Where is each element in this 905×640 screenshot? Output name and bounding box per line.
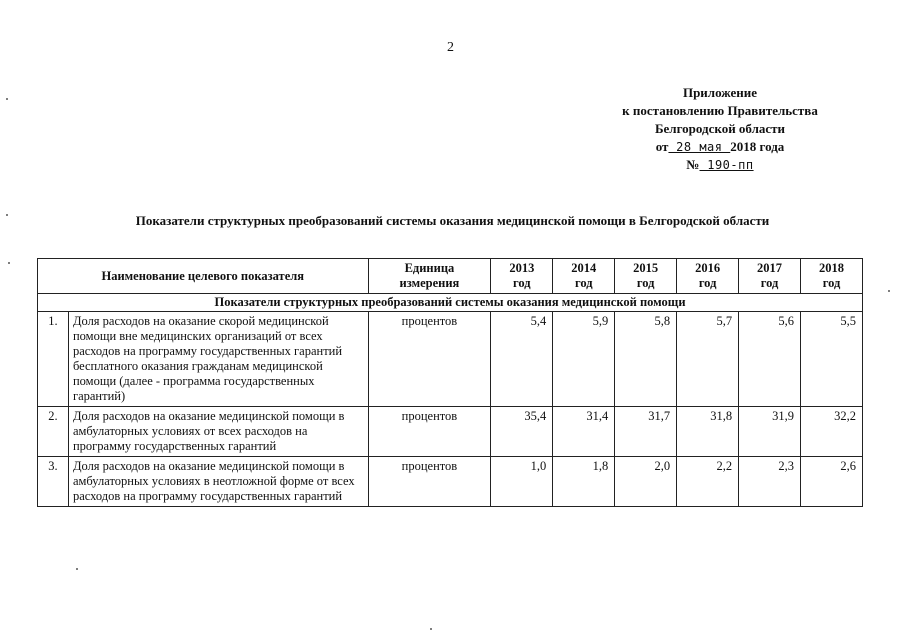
- header-year-value: 2015: [633, 261, 659, 275]
- value-2013: 35,4: [491, 407, 553, 457]
- date-suffix: 2018 года: [730, 139, 785, 154]
- indicator-unit: процентов: [368, 457, 491, 507]
- value-2017: 2,3: [739, 457, 801, 507]
- scan-speck: [430, 628, 432, 630]
- number-handwritten: 190-пп: [699, 158, 754, 172]
- value-2018: 5,5: [800, 312, 862, 407]
- header-year-value: 2013: [509, 261, 535, 275]
- value-2017: 5,6: [739, 312, 801, 407]
- indicator-unit: процентов: [368, 407, 491, 457]
- value-2013: 5,4: [491, 312, 553, 407]
- header-indicator-name: Наименование целевого показателя: [38, 259, 369, 294]
- table-row: [38, 407, 863, 457]
- header-year-label: год: [698, 276, 717, 290]
- table-row: [38, 457, 863, 507]
- header-year-label: год: [636, 276, 655, 290]
- value-2016: 31,8: [677, 407, 739, 457]
- date-prefix: от: [655, 139, 669, 154]
- value-2015: 31,7: [615, 407, 677, 457]
- indicator-name: Доля расходов на оказание медицинской помощи в амбулаторных условиях в неотложной форме от всех расходов на программу государственных гарантий: [68, 457, 368, 507]
- scan-speck: [6, 214, 8, 216]
- header-year-2015: [615, 259, 677, 294]
- document-title: Показатели структурных преобразований системы оказания медицинской помощи в Белгородской области: [135, 213, 770, 228]
- value-2014: 5,9: [553, 312, 615, 407]
- scan-speck: [76, 568, 78, 570]
- header-year-label: год: [822, 276, 841, 290]
- appendix-label: Приложение: [682, 85, 758, 100]
- table-header-row: [38, 259, 863, 294]
- scan-speck: [6, 98, 8, 100]
- header-unit: [368, 259, 491, 294]
- value-2015: 5,8: [615, 312, 677, 407]
- value-2013: 1,0: [491, 457, 553, 507]
- number-prefix: №: [686, 157, 700, 172]
- appendix-decree: к постановлению Правительства: [622, 103, 818, 118]
- indicator-unit: процентов: [368, 312, 491, 407]
- header-year-value: 2014: [571, 261, 597, 275]
- appendix-date: [600, 138, 840, 156]
- header-unit-line2: измерения: [399, 276, 460, 290]
- indicator-name: Доля расходов на оказание медицинской помощи в амбулаторных условиях от всех расходов на программу государственных гарантий: [68, 407, 368, 457]
- indicator-name: Доля расходов на оказание скорой медицинской помощи вне медицинских организаций от всех расходов на программу государственных гарантий бесплатного оказания гражданам медицинской помощи (далее - программа государственных гарантий): [68, 312, 368, 407]
- header-year-2014: [553, 259, 615, 294]
- value-2014: 1,8: [553, 457, 615, 507]
- section-row: [38, 294, 863, 312]
- value-2018: 32,2: [800, 407, 862, 457]
- header-unit-line1: Единица: [404, 261, 455, 275]
- value-2015: 2,0: [615, 457, 677, 507]
- table-row: [38, 312, 863, 407]
- appendix-block: [600, 84, 840, 174]
- page-number: 2: [447, 40, 454, 55]
- header-year-2017: [739, 259, 801, 294]
- value-2016: 2,2: [677, 457, 739, 507]
- header-year-value: 2017: [757, 261, 783, 275]
- appendix-number: [600, 156, 840, 174]
- scan-speck: [888, 290, 890, 292]
- row-number: 1.: [38, 312, 69, 407]
- row-number: 3.: [38, 457, 69, 507]
- header-year-label: год: [574, 276, 593, 290]
- row-number: 2.: [38, 407, 69, 457]
- header-year-value: 2018: [818, 261, 844, 275]
- header-year-2018: [800, 259, 862, 294]
- indicators-table: [37, 258, 863, 507]
- section-title: Показатели структурных преобразований системы оказания медицинской помощи: [38, 294, 863, 312]
- value-2017: 31,9: [739, 407, 801, 457]
- header-year-label: год: [760, 276, 779, 290]
- scan-speck: [8, 262, 10, 264]
- header-year-2016: [677, 259, 739, 294]
- date-handwritten: 28 мая: [668, 140, 731, 154]
- header-year-label: год: [513, 276, 531, 290]
- value-2018: 2,6: [800, 457, 862, 507]
- appendix-region: Белгородской области: [654, 121, 786, 136]
- value-2016: 5,7: [677, 312, 739, 407]
- header-year-value: 2016: [695, 261, 721, 275]
- value-2014: 31,4: [553, 407, 615, 457]
- header-year-2013: [491, 259, 553, 294]
